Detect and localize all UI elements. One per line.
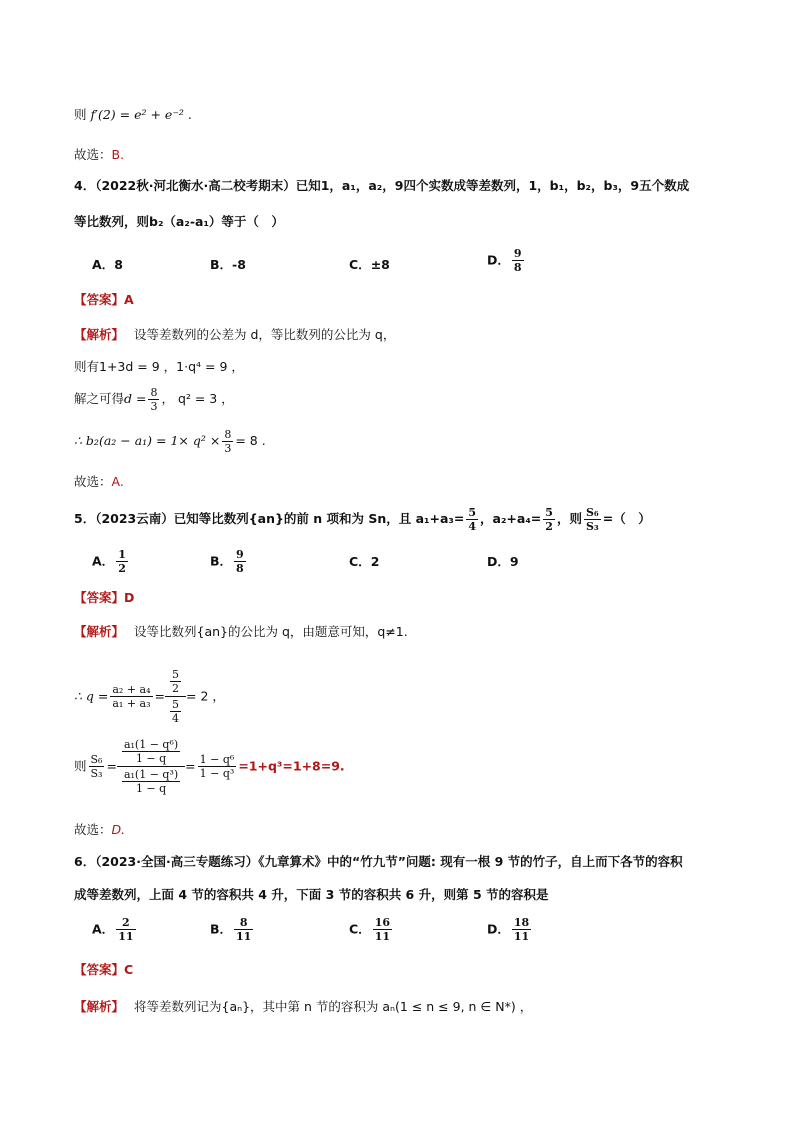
denominator: 8 [513, 261, 522, 274]
denominator: 1 − q [135, 782, 167, 795]
numerator: 9 [236, 548, 244, 561]
denominator: 3 [224, 442, 232, 455]
q5-option-c [349, 553, 379, 571]
derivative-formula: f′(2) = e² + e⁻² [90, 107, 184, 122]
choose-label: 故选： [74, 822, 112, 837]
q4-step1: 则有1+3d = 9 ，1·q⁴ = 9 ， [74, 359, 244, 374]
q6-answer [74, 961, 133, 979]
option-letter: D． [487, 252, 510, 268]
option-fraction [234, 548, 246, 575]
analysis-text: 设等差数列的公差为 d，等比数列的公比为 q， [134, 327, 396, 342]
choose-line [74, 146, 124, 164]
q5-option-a [92, 548, 130, 575]
denominator: a₁ + a₃ [112, 697, 151, 710]
option-letter: A． [92, 921, 115, 937]
text: =（ ） [602, 511, 651, 526]
compound-fraction [117, 738, 185, 795]
fraction [584, 506, 601, 533]
q5-stem [74, 506, 651, 533]
q4-stem-line1: 4．（2022秋·河北衡水·高二校考期末）已知1，a₁，a₂，9四个实数成等差数列，1，b₁，b₂，b₃，9五个数成 [74, 178, 690, 193]
result-text: =1+q³=1+8=9. [238, 758, 345, 774]
denominator: 2 [118, 562, 126, 575]
numerator: 18 [513, 916, 530, 929]
numerator: 8 [224, 428, 232, 441]
option-letter: C． [349, 921, 371, 937]
choose-answer: D. [111, 822, 126, 837]
denominator: 8 [236, 562, 244, 575]
option-letter: B． [210, 257, 233, 272]
q6-option-a [92, 916, 138, 943]
numerator: 8 [150, 386, 158, 399]
answer-value: A [124, 292, 134, 307]
denominator: 4 [172, 712, 180, 725]
option-text: 9 [509, 554, 519, 569]
analysis-label: 【解析】 [74, 624, 125, 639]
numerator: 5 [172, 698, 180, 711]
option-text: -8 [232, 257, 246, 272]
option-letter: B． [210, 921, 233, 937]
analysis-text: 将等差数列记为{aₙ}，其中第 n 节的容积为 aₙ(1 ≤ n ≤ 9, n ∈ N*) ， [134, 999, 533, 1014]
q4-option-a [92, 256, 123, 274]
fraction [170, 698, 181, 725]
q6-stem-line1: 6．（2023·全国·高三专题练习）《九章算术》中的“竹九节”问题: 现有一根 9 节的竹子，自上而下各节的容积 [74, 854, 683, 869]
q4-option-b [210, 256, 246, 274]
q4-answer [74, 291, 134, 309]
numerator: 1 − q⁶ [199, 753, 235, 766]
q6-option-b [210, 916, 255, 943]
text: ，a₂+a₄= [480, 511, 542, 526]
fraction [122, 768, 180, 795]
q6-option-d [487, 916, 533, 943]
fraction [198, 753, 237, 780]
q4-option-d [487, 247, 526, 274]
option-letter: D． [487, 554, 510, 569]
denominator: 2 [172, 682, 180, 695]
numerator: a₁(1 − q⁶) [123, 738, 179, 751]
answer-value: D [124, 590, 135, 605]
derivative-line [74, 106, 192, 124]
option-letter: C． [349, 554, 371, 569]
numerator: 8 [234, 916, 253, 930]
option-text: 8 [114, 257, 123, 272]
fraction [543, 506, 555, 533]
text: 则 [74, 758, 87, 774]
fraction [170, 668, 181, 695]
fraction [466, 506, 478, 533]
answer-label: 【答案】 [74, 590, 125, 605]
denominator: 11 [118, 930, 134, 943]
choose-answer: B. [111, 147, 125, 162]
numerator: 5 [545, 506, 553, 519]
denominator: 1 − q [135, 752, 167, 765]
denominator: 11 [374, 930, 390, 943]
numerator: 1 [118, 548, 126, 561]
option-fraction [116, 548, 128, 575]
text: 5．（2023云南）已知等比数列{an}的前 n 项和为 Sn，且 a₁+a₃= [74, 511, 465, 526]
denominator: S₃ [585, 520, 599, 533]
choose-label: 故选： [74, 474, 112, 489]
numerator: S₆ [90, 753, 103, 766]
option-text: 2 [370, 554, 380, 569]
q4-option-c [349, 256, 390, 274]
q4-choose [74, 473, 124, 491]
answer-value: C [124, 962, 134, 977]
formula: d = [124, 391, 147, 406]
option-fraction [512, 247, 524, 274]
text: 则 [74, 107, 87, 122]
fraction [222, 428, 233, 455]
fraction-bar [165, 696, 186, 697]
text: = 8 . [235, 433, 266, 448]
numerator: 9 [513, 247, 522, 260]
choose-label: 故选： [74, 147, 112, 162]
numerator: 5 [172, 668, 180, 681]
q4-step2 [74, 386, 234, 413]
q5-q-derivation [74, 668, 225, 725]
numerator: a₂ + a₄ [112, 683, 151, 696]
option-text: ±8 [370, 257, 390, 272]
text: = 2 ， [186, 688, 225, 704]
option-fraction [116, 916, 135, 943]
denominator: 1 − q³ [199, 767, 235, 780]
option-fraction [373, 916, 392, 943]
fraction-bar [117, 766, 185, 767]
formula: ∴ b₂(a₂ − a₁) = 1× q² × [74, 433, 221, 448]
equals: = [154, 688, 166, 704]
formula: ∴ q = [74, 688, 109, 704]
numerator: S₆ [585, 506, 599, 519]
denominator: 11 [236, 930, 252, 943]
q5-choose [74, 821, 125, 839]
numerator: a₁(1 − q³) [123, 768, 179, 781]
q6-option-c [349, 916, 394, 943]
analysis-label: 【解析】 [74, 999, 125, 1014]
text: ，则 [556, 511, 582, 526]
answer-label: 【答案】 [74, 292, 125, 307]
numerator: 2 [116, 916, 135, 930]
q4-analysis [74, 326, 395, 344]
text: ， q² = 3 ， [161, 391, 234, 406]
q6-stem-line2: 成等差数列，上面 4 节的容积共 4 升，下面 3 节的容积共 6 升，则第 5 节的容积是 [74, 887, 549, 902]
q5-option-d [487, 553, 519, 571]
fraction [89, 753, 105, 780]
denominator: 3 [150, 400, 158, 413]
analysis-text: 设等比数列{an}的公比为 q，由题意可知，q≠1. [134, 624, 408, 639]
q4-step3 [74, 428, 266, 455]
q5-analysis [74, 623, 408, 641]
option-letter: A． [92, 553, 115, 569]
q6-analysis [74, 998, 532, 1016]
compound-fraction [165, 668, 186, 725]
denominator: S₃ [90, 767, 103, 780]
fraction [122, 738, 180, 765]
option-letter: B． [210, 553, 233, 569]
option-letter: C． [349, 257, 371, 272]
q5-option-b [210, 548, 248, 575]
fraction [110, 683, 152, 710]
denominator: 2 [545, 520, 553, 533]
text: . [187, 107, 192, 122]
numerator: 5 [468, 506, 477, 519]
q4-stem-line2: 等比数列，则b₂（a₂-a₁）等于（ ） [74, 214, 284, 229]
option-fraction [512, 916, 531, 943]
fraction [148, 386, 159, 413]
choose-answer: A. [111, 474, 124, 489]
text: 解之可得 [74, 391, 125, 406]
answer-label: 【答案】 [74, 962, 125, 977]
option-letter: A． [92, 257, 115, 272]
option-letter: D． [487, 921, 510, 937]
numerator: 16 [374, 916, 390, 929]
q5-s-derivation: 则 $\frac{\text{S₆}}{\text{S₃}}$ = $\frac{\frac{\text{a₁(1 − q⁶)}}{1 - q}}{\frac{\text{a₁(1 − q³)}}{1 - q}}$ = $\frac{\text{1 − q⁶}}{\text{1 − q³}}$ =1+q³=1+8=9. [74, 738, 345, 795]
denominator: 11 [513, 930, 530, 943]
option-fraction [234, 916, 253, 943]
denominator: 4 [468, 520, 477, 533]
analysis-label: 【解析】 [74, 327, 125, 342]
q5-answer [74, 589, 134, 607]
